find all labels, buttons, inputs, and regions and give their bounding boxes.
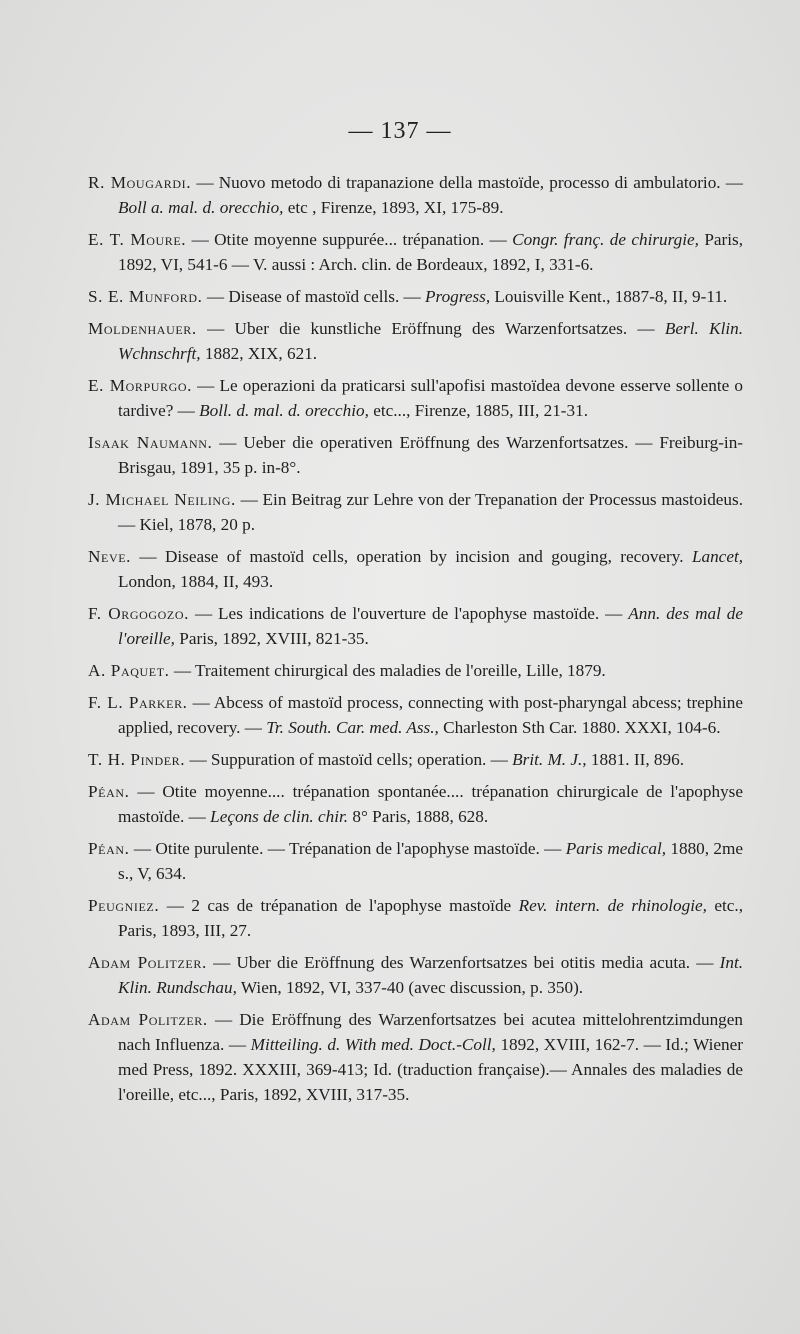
entry-publication-details: Paris, 1892, VI, 541-6 — V. aussi : Arch. clin. de Bordeaux, 1892, I, 331-6. [118, 230, 744, 274]
entry-source: Int. Klin. Rundschau, [118, 953, 744, 997]
entry-author: A. Paquet. [88, 661, 170, 680]
bibliography-entry [88, 836, 743, 886]
entry-author: T. H. Pinder. [88, 750, 186, 769]
entry-publication-details: Louisville Kent., 1887-8, II, 9-11. [494, 287, 728, 306]
bibliography-entry [88, 487, 743, 537]
entry-author: Adam Politzer. [88, 1010, 208, 1029]
entry-source: Tr. South. Car. med. Ass., [266, 718, 439, 737]
entry-title: — Uber die kunstliche Eröffnung des Warzenfortsatzes. — [207, 319, 655, 338]
bibliography-entry [88, 316, 743, 366]
entry-author: Péan. [88, 782, 130, 801]
entry-author: R. Mougardi. [88, 173, 192, 192]
bibliography-entry [88, 544, 743, 594]
bibliography-entry [88, 1007, 743, 1107]
entry-source: Congr. franç. de chirurgie, [512, 230, 699, 249]
entry-title: — 2 cas de trépanation de l'apophyse mastoïde [166, 896, 512, 915]
entry-source: Brit. M. J., [512, 750, 587, 769]
entry-publication-details: London, 1884, II, 493. [118, 572, 274, 591]
entry-title: — Disease of mastoïd cells. — [206, 287, 421, 306]
entry-source: Lancet, [691, 547, 744, 566]
entry-title: — Traitement chirurgical des maladies de l'oreille, Lille, 1879. [173, 661, 606, 680]
entry-publication-details: 8° Paris, 1888, 628. [352, 807, 489, 826]
entry-source: Berl. Klin. Wchnschrft, [118, 319, 744, 363]
entry-publication-details: Charleston Sth Car. 1880. XXXI, 104-6. [443, 718, 721, 737]
entry-title: — Die Eröffnung des Warzenfortsatzes bei acutea mittelohrentzimdungen nach Influenza. — [118, 1010, 744, 1054]
entry-publication-details: 1882, XIX, 621. [204, 344, 318, 363]
entry-title: — Suppuration of mastoïd cells; operation. — [189, 750, 508, 769]
entry-publication-details: etc , Firenze, 1893, XI, 175-89. [287, 198, 504, 217]
entry-title: — Ueber die operativen Eröffnung des Warzenfortsatzes. — Freiburg-in-Brisgau, 1891, 35 p. in-8°. [118, 433, 744, 477]
bibliography-entry [88, 779, 743, 829]
entry-source: Boll. d. mal. d. orecchio, [199, 401, 369, 420]
bibliography-entry [88, 227, 743, 277]
bibliography-entry [88, 747, 743, 772]
entry-author: F. L. Parker. [88, 693, 188, 712]
entry-title: — Ein Beitrag zur Lehre von der Trepanation der Processus mastoideus. — Kiel, 1878, 20 p. [118, 490, 743, 534]
entry-publication-details: 1881. II, 896. [590, 750, 684, 769]
entry-publication-details: etc., Paris, 1893, III, 27. [118, 896, 744, 940]
bibliography-list [88, 170, 743, 1114]
entry-title: — Abcess of mastoïd process, connecting with post-pharyngal abcess; trephine applied, recovery. — [118, 693, 743, 737]
entry-source: Boll a. mal. d. orecchio, [118, 198, 284, 217]
entry-author: Péan. [88, 839, 130, 858]
entry-author: Peugniez. [88, 896, 160, 915]
bibliography-entry [88, 373, 743, 423]
entry-source: Ann. des mal de l'oreille, [118, 604, 744, 648]
entry-title: — Otite purulente. — Trépanation de l'apophyse mastoïde. — [133, 839, 562, 858]
entry-author: J. Michael Neiling. [88, 490, 236, 509]
bibliography-entry [88, 690, 743, 740]
entry-author: Neve. [88, 547, 132, 566]
entry-publication-details: 1892, XVIII, 162-7. — Id.; Wiener med Press, 1892. XXXIII, 369-413; Id. (traduction française).— Annales des maladies de l'oreille, etc..., Paris, 1892, XVIII, 317-35. [118, 1035, 743, 1104]
bibliography-entry [88, 893, 743, 943]
entry-title: — Otite moyenne.... trépanation spontanée.... trépanation chirurgicale de l'apophyse mastoïde. — [118, 782, 743, 826]
entry-title: — Les indications de l'ouverture de l'apophyse mastoïde. — [194, 604, 623, 623]
entry-author: E. Morpurgo. [88, 376, 193, 395]
entry-source: Paris medical, [565, 839, 667, 858]
entry-publication-details: Paris, 1892, XVIII, 821-35. [179, 629, 369, 648]
entry-title: — Uber die Eröffnung des Warzenfortsatzes bei otitis media acuta. — [213, 953, 714, 972]
entry-source: Leçons de clin. chir. [210, 807, 349, 826]
entry-source: Rev. intern. de rhinologie, [518, 896, 707, 915]
bibliography-entry [88, 170, 743, 220]
entry-publication-details: 1880, 2me s., V, 634. [118, 839, 744, 883]
entry-title: — Disease of mastoïd cells, operation by incision and gouging, recovery. [139, 547, 684, 566]
entry-title: — Otite moyenne suppurée... trépanation. — [191, 230, 507, 249]
entry-author: Isaak Naumann. [88, 433, 213, 452]
entry-author: Adam Politzer. [88, 953, 207, 972]
bibliography-entry [88, 430, 743, 480]
entry-title: — Nuovo metodo di trapanazione della mastoïde, processo di ambulatorio. — [196, 173, 743, 192]
entry-author: Moldenhauer. [88, 319, 197, 338]
entry-title: — Le operazioni da praticarsi sull'apofisi mastoïdea devone esserve sollente o tardive? — [118, 376, 744, 420]
bibliography-entry [88, 601, 743, 651]
entry-source: Mitteiling. d. With med. Doct.-Coll, [250, 1035, 496, 1054]
bibliography-entry [88, 284, 743, 309]
entry-source: Progress, [425, 287, 491, 306]
bibliography-entry [88, 950, 743, 1000]
entry-author: E. T. Moure. [88, 230, 187, 249]
entry-publication-details: Wien, 1892, VI, 337-40 (avec discussion, p. 350). [240, 978, 584, 997]
bibliography-entry [88, 658, 743, 683]
entry-author: S. E. Munford. [88, 287, 203, 306]
entry-publication-details: etc..., Firenze, 1885, III, 21-31. [373, 401, 588, 420]
page-number: — 137 — [348, 118, 452, 144]
entry-author: F. Orgogozo. [88, 604, 189, 623]
